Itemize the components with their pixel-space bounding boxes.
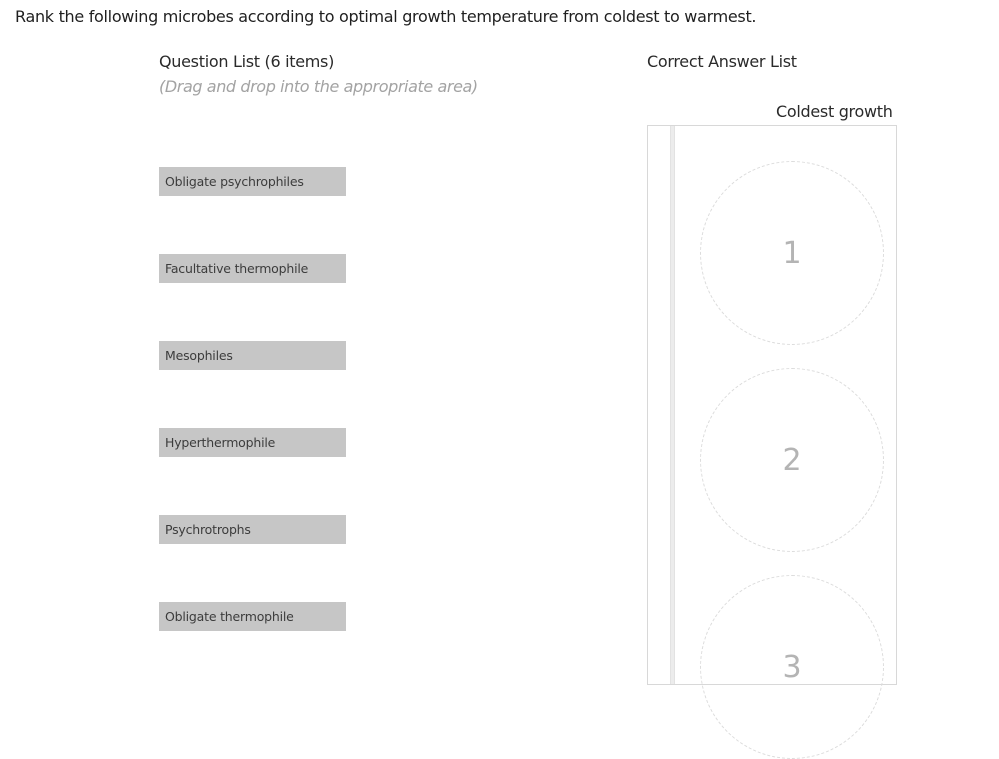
question-list-title: Question List (6 items) [159,52,335,71]
answer-drop-zone[interactable] [647,125,897,685]
slot-number: 1 [782,235,802,271]
slot-number: 3 [782,649,802,685]
ranking-rail [670,126,675,684]
draggable-item-psychrotrophs[interactable]: Psychrotrophs [159,515,346,544]
drop-slot-3[interactable] [700,575,884,759]
question-prompt: Rank the following microbes according to optimal growth temperature from coldest to warmest. [15,7,757,26]
draggable-item-mesophiles[interactable]: Mesophiles [159,341,346,370]
draggable-item-hyperthermophile[interactable]: Hyperthermophile [159,428,346,457]
slot-number: 2 [782,442,802,478]
drop-slot-1[interactable] [700,161,884,345]
drop-slot-2[interactable] [700,368,884,552]
question-list-hint: (Drag and drop into the appropriate area) [159,77,478,96]
coldest-growth-label: Coldest growth [776,102,893,121]
draggable-item-obligate-thermophile[interactable]: Obligate thermophile [159,602,346,631]
answer-list-title: Correct Answer List [647,52,797,71]
draggable-item-facultative-thermophile[interactable]: Facultative thermophile [159,254,346,283]
draggable-item-obligate-psychrophiles[interactable]: Obligate psychrophiles [159,167,346,196]
